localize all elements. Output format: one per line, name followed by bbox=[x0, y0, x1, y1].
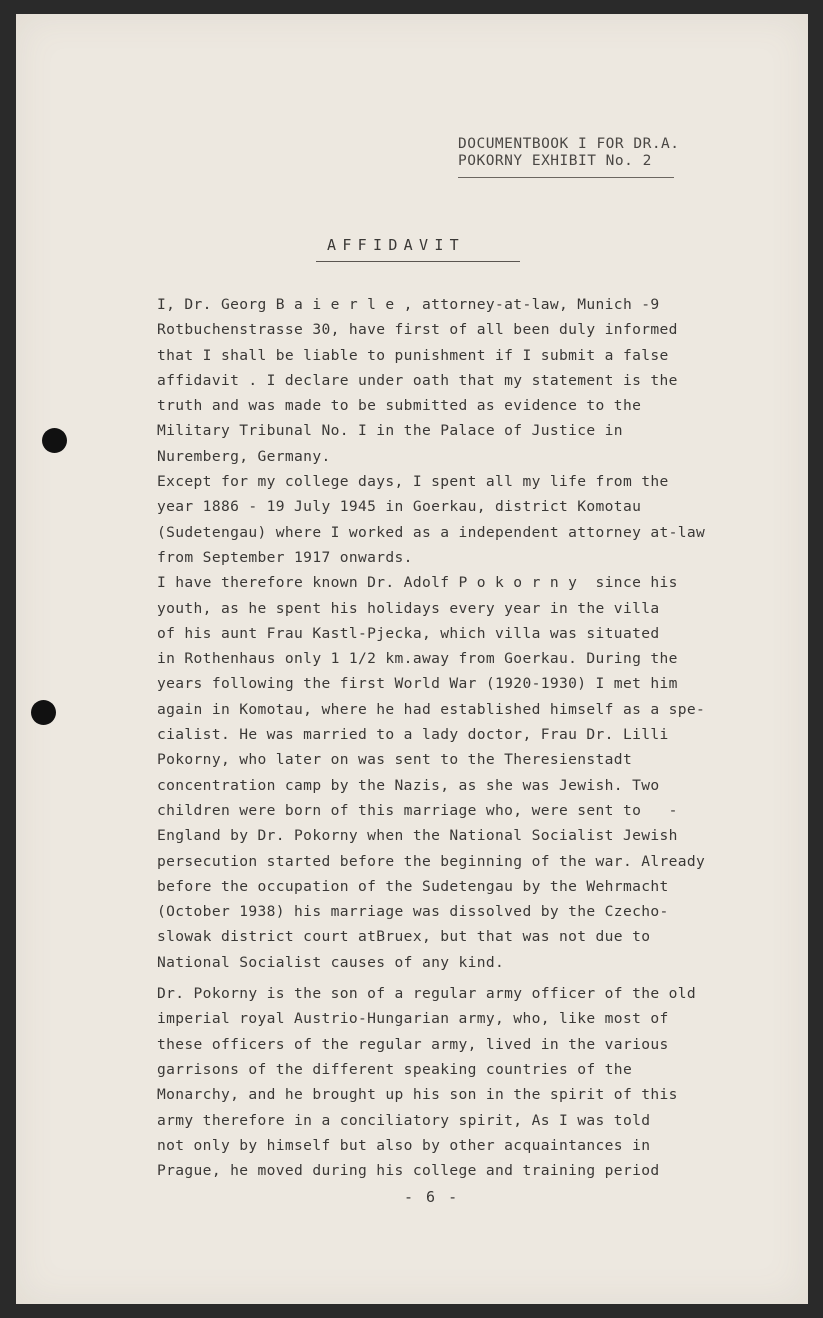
text-line: Monarchy, and he brought up his son in the spirit of this bbox=[157, 1086, 678, 1104]
text-line: not only by himself but also by other acquaintances in bbox=[157, 1136, 651, 1154]
text-line: (October 1938) his marriage was dissolved by the Czecho- bbox=[157, 903, 669, 921]
text-line: concentration camp by the Nazis, as she was Jewish. Two bbox=[157, 776, 660, 794]
text-line: imperial royal Austrio-Hungarian army, who, like most of bbox=[157, 1010, 669, 1028]
text-line: cialist. He was married to a lady doctor, Frau Dr. Lilli bbox=[157, 726, 669, 744]
text-line: year 1886 - 19 July 1945 in Goerkau, district Komotau bbox=[157, 498, 642, 516]
text-line: England by Dr. Pokorny when the National Socialist Jewish bbox=[157, 827, 678, 845]
text-line: in Rothenhaus only 1 1/2 km.away from Goerkau. During the bbox=[157, 650, 678, 668]
text-line: Except for my college days, I spent all my life from the bbox=[157, 473, 669, 491]
text-line: Pokorny, who later on was sent to the Theresienstadt bbox=[157, 751, 633, 769]
text-line: I have therefore known Dr. Adolf P o k o r n y since his bbox=[157, 574, 678, 592]
text-line: truth and was made to be submitted as evidence to the bbox=[157, 397, 642, 415]
text-line: these officers of the regular army, lived in the various bbox=[157, 1035, 669, 1053]
text-line: that I shall be liable to punishment if I submit a false bbox=[157, 346, 669, 364]
paragraph-1 bbox=[157, 292, 777, 975]
text-line: years following the first World War (1920-1930) I met him bbox=[157, 675, 678, 693]
text-line: again in Komotau, where he had established himself as a spe- bbox=[157, 700, 706, 718]
text-line: I, Dr. Georg B a i e r l e , attorney-at-law, Munich -9 bbox=[157, 296, 660, 313]
header-line-1: DOCUMENTBOOK I FOR DR.A. bbox=[458, 136, 680, 152]
text-line: persecution started before the beginning of the war. Already bbox=[157, 852, 706, 870]
text-line: youth, as he spent his holidays every year in the villa bbox=[157, 599, 660, 617]
text-line: children were born of this marriage who, were sent to - bbox=[157, 801, 678, 819]
text-line: affidavit . I declare under oath that my statement is the bbox=[157, 371, 678, 389]
text-line: before the occupation of the Sudetengau by the Wehrmacht bbox=[157, 877, 669, 895]
text-line: Nuremberg, Germany. bbox=[157, 447, 331, 465]
text-line: (Sudetengau) where I worked as a independent attorney at-law bbox=[157, 523, 706, 541]
text-line: Prague, he moved during his college and training period bbox=[157, 1162, 660, 1180]
paragraph-2 bbox=[157, 981, 777, 1183]
text-line: Dr. Pokorny is the son of a regular army officer of the old bbox=[157, 985, 697, 1003]
document-title: AFFIDAVIT bbox=[327, 236, 465, 254]
text-line: National Socialist causes of any kind. bbox=[157, 953, 505, 971]
text-line: army therefore in a conciliatory spirit, As I was told bbox=[157, 1111, 651, 1129]
affidavit-body bbox=[157, 292, 777, 1183]
page-number: - 6 - bbox=[404, 1188, 460, 1206]
text-line: Military Tribunal No. I in the Palace of Justice in bbox=[157, 422, 623, 440]
text-line: from September 1917 onwards. bbox=[157, 548, 413, 566]
text-line: slowak district court atBruex, but that was not due to bbox=[157, 928, 651, 946]
header-underline bbox=[458, 177, 674, 178]
header-line-2: POKORNY EXHIBIT No. 2 bbox=[458, 153, 652, 169]
text-line: garrisons of the different speaking countries of the bbox=[157, 1060, 633, 1078]
punch-hole-bottom bbox=[31, 700, 56, 725]
text-line: of his aunt Frau Kastl-Pjecka, which villa was situated bbox=[157, 624, 660, 642]
punch-hole-top bbox=[42, 428, 67, 453]
document-header bbox=[458, 136, 680, 170]
text-line: Rotbuchenstrasse 30, have first of all been duly informed bbox=[157, 321, 678, 339]
title-underline bbox=[316, 261, 520, 262]
